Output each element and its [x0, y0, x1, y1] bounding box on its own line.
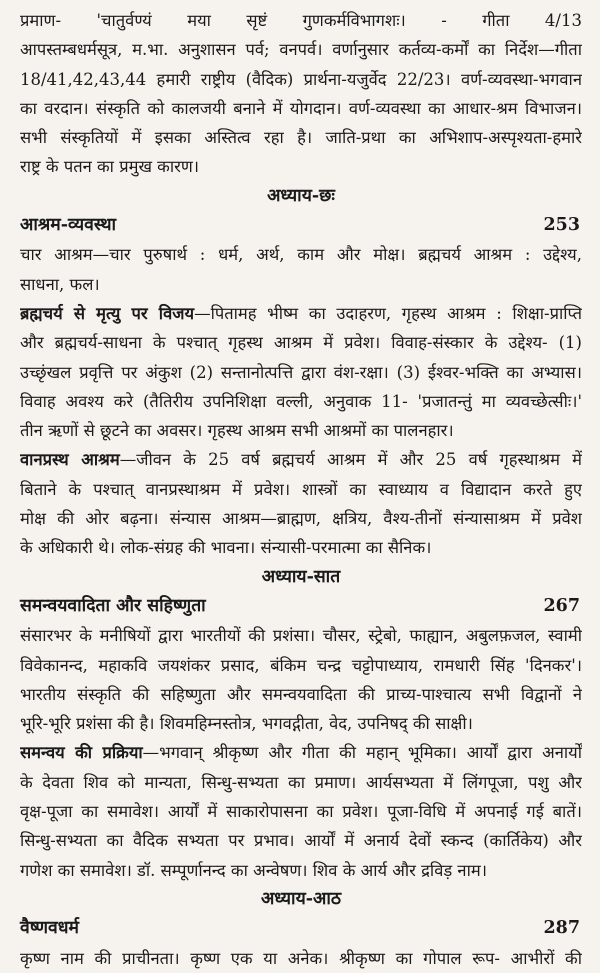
- text-line: के देवता शिव को मान्यता, सिन्धु-सभ्यता का प्रमाण। आर्यसभ्यता में लिंगपूजा, पशु और: [20, 772, 582, 792]
- chapter-heading: अध्याय-आठ: [260, 888, 342, 909]
- text-line: विवाह अवश्य करे (तैतिरीय उपनिशिक्षा वल्ली, अनुवाक 11- 'प्रजातन्तुं मा व्यवच्छेत्सीः।': [20, 391, 582, 411]
- text-line: मोक्ष की ओर बढ़ना। संन्यास आश्रम—ब्राह्मण, क्षत्रिय, वैश्य-तीनों संन्यासाश्रम में प्रवेश: [20, 509, 582, 529]
- text-line: का वरदान। संस्कृति को कालजयी बनाने में योगदान। वर्ण-व्यवस्था का आधार-श्रम विभाजन।: [20, 98, 582, 118]
- text-line: बिताने के पश्चात् वानप्रस्थाश्रम में प्रवेश। शास्त्रों का स्वाध्याय व विद्यादान करते हुए: [20, 479, 582, 499]
- text-line: भारतीय संस्कृति की सहिष्णुता और समन्वयवादिता की प्राच्य-पाश्चात्य सभी विद्वानों ने: [20, 684, 582, 704]
- chapter-7: [20, 563, 582, 885]
- text-line: उच्छृंखल प्रवृत्ति पर अंकुश (2) सन्तानोत्पत्ति द्वारा वंश-रक्षा। (3) ईश्वर-भक्ति का अभ्यास।: [20, 362, 582, 382]
- chapter-heading: अध्याय-सात: [261, 566, 341, 587]
- text-fragment: —जीवन के 25 वर्ष ब्रह्मचर्य आश्रम में और 25 वर्ष गृहस्थाश्रम में: [119, 450, 582, 470]
- text-line: संसारभर के मनीषियों द्वारा भारतीयों की प्रशंसा। चौसर, स्ट्रेबो, फाह्यान, अबुलफ़जल, स्वामी: [20, 626, 582, 646]
- subsection-title: ब्रह्मचर्य से मृत्यु पर विजय: [20, 303, 195, 323]
- text-line: गणेश का समावेश। डॉ. सम्पूर्णानन्द का अन्वेषण। शिव के आर्य और द्रविड़ नाम।: [20, 860, 487, 880]
- section-title: समन्वयवादिता और सहिष्णुता: [20, 595, 206, 616]
- text-fragment: —भगवान् श्रीकृष्ण और गीता की महान् भूमिका। आर्यों द्वारा अनार्यों: [142, 743, 582, 763]
- subsection-title: समन्वय की प्रक्रिया: [20, 743, 143, 763]
- text-line: साधना, फल।: [20, 274, 100, 294]
- text-line: आपस्तम्बधर्मसूत्र, म.भा. अनुशासन पर्व; वनपर्व। वर्णानुसार कर्तव्य-कर्मों का निर्देश—गीता: [20, 40, 582, 60]
- section-heading: [20, 592, 582, 621]
- section-heading: [20, 914, 582, 943]
- chapter-8: [20, 885, 582, 973]
- text-line: विवेकानन्द, महाकवि जयशंकर प्रसाद, बंकिम चन्द्र चट्टोपाध्याय, रामधारी सिंह 'दिनकर'।: [20, 655, 582, 675]
- section-title: आश्रम-व्यवस्था: [20, 215, 117, 236]
- section-heading: [20, 211, 582, 240]
- text-line: के अधिकारी थे। लोक-संग्रह की भावना। संन्यासी-परमात्मा का सैनिक।: [20, 538, 432, 558]
- text-line: भूरि-भूरि प्रशंसा की है। शिवमहिम्नस्तोत्र, भगवद्गीता, वेद, उपनिषद् की साक्षी।: [20, 714, 473, 734]
- page-number: 287: [543, 918, 580, 939]
- text-line: [20, 445, 582, 474]
- text-line: और ब्रह्मचर्य-साधना के पश्चात् गृहस्थ आश्रम में प्रवेश। विवाह-संस्कार के उद्देश्य- (1): [20, 333, 582, 353]
- text-line: तीन ऋणों से छूटने का अवसर। गृहस्थ आश्रम सभी आश्रमों का पालनहार।: [20, 421, 454, 441]
- section-title: वैष्णवधर्म: [20, 918, 79, 939]
- text-line: कृष्ण नाम की प्राचीनता। कृष्ण एक या अनेक। श्रीकृष्ण का गोपाल रूप- आभीरों की: [20, 948, 582, 968]
- chapter-heading: अध्याय-छः: [267, 185, 335, 206]
- text-line: सिन्धु-सभ्यता का वैदिक सभ्यता पर प्रभाव। आर्यों में अनार्य देवों स्कन्द (कार्तिकेय) और: [20, 831, 582, 851]
- text-line: चार आश्रम—चार पुरुषार्थ : धर्म, अर्थ, काम और मोक्ष। ब्रह्मचर्य आश्रम : उद्देश्य,: [20, 245, 582, 265]
- page-number: 267: [543, 595, 580, 616]
- text-line: सभी संस्कृतियों में इसका अस्तित्व रहा है। जाति-प्रथा का अभिशाप-अस्पृश्यता-हमारे: [20, 128, 582, 148]
- text-line: प्रमाण- 'चातुर्वण्यं मया सृष्टं गुणकर्मविभागशः। - गीता 4/13: [20, 11, 582, 30]
- text-line: 18/41,42,43,44 हमारी राष्ट्रीय (वैदिक) प्रार्थना-यजुर्वेद 22/23। वर्ण-व्यवस्था-भगवान: [20, 69, 582, 89]
- text-fragment: —पितामह भीष्म का उदाहरण, गृहस्थ आश्रम : शिक्षा-प्राप्ति: [194, 303, 582, 323]
- text-line: [20, 299, 582, 328]
- text-line: [20, 738, 582, 767]
- text-line: राष्ट्र के पतन का प्रमुख कारण।: [20, 157, 200, 177]
- top-paragraph: [20, 6, 582, 182]
- subsection-title: वानप्रस्थ आश्रम: [20, 450, 120, 470]
- page-number: 253: [543, 215, 580, 236]
- text-line: वृक्ष-पूजा का समावेश। आर्यों में साकारोपासना का प्रवेश। पूजा-विधि में अपनाई गई बातें।: [20, 802, 582, 822]
- chapter-6: [20, 182, 582, 563]
